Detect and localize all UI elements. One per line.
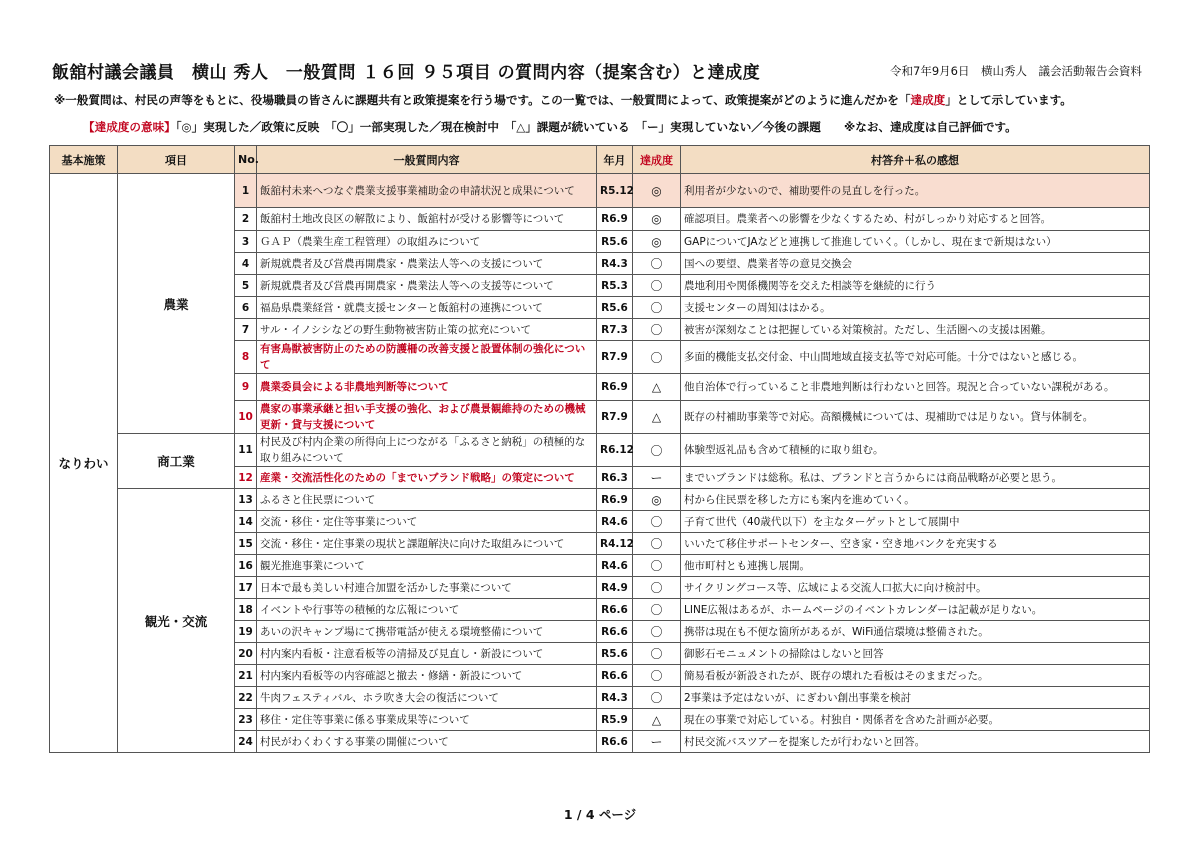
row-no: 15 xyxy=(235,533,257,555)
row-response: 既存の村補助事業等で対応。高額機械については、現補助では足りない。貸与体制を。 xyxy=(681,401,1150,434)
header-question: 一般質問内容 xyxy=(257,146,597,174)
row-no: 1 xyxy=(235,174,257,208)
row-date: R6.6 xyxy=(597,665,633,687)
row-achievement: ◎ xyxy=(633,174,681,208)
row-response: 他市町村とも連携し展開。 xyxy=(681,555,1150,577)
row-no: 8 xyxy=(235,341,257,374)
row-achievement: 〇 xyxy=(633,643,681,665)
intro-before: ※一般質問は、村民の声等をもとに、役場職員の皆さんに課題共有と政策提案を行う場です。この一覧では、一般質問によって、政策提案がどのように進んだかを「 xyxy=(54,93,911,107)
row-achievement: 〇 xyxy=(633,434,681,467)
page-number: 1 / 4 ページ xyxy=(563,807,637,822)
row-response: 現在の事業で対応している。村独自・関係者を含めた計画が必要。 xyxy=(681,709,1150,731)
policy-cell: なりわい xyxy=(50,174,118,753)
row-date: R5.6 xyxy=(597,643,633,665)
row-no: 14 xyxy=(235,511,257,533)
row-response: 農地利用や関係機関等を交えた相談等を継続的に行う xyxy=(681,275,1150,297)
row-date: R5.12 xyxy=(597,174,633,208)
row-date: R6.6 xyxy=(597,731,633,753)
row-response: までいブランドは総称。私は、ブランドと言うからには商品戦略が必要と思う。 xyxy=(681,467,1150,489)
row-no: 7 xyxy=(235,319,257,341)
row-no: 22 xyxy=(235,687,257,709)
row-no: 21 xyxy=(235,665,257,687)
row-question: 飯舘村土地改良区の解散により、飯舘村が受ける影響等について xyxy=(257,208,597,231)
row-no: 9 xyxy=(235,374,257,401)
row-achievement: △ xyxy=(633,709,681,731)
row-achievement: 〇 xyxy=(633,621,681,643)
row-achievement: 〇 xyxy=(633,297,681,319)
row-achievement: 〇 xyxy=(633,275,681,297)
row-no: 24 xyxy=(235,731,257,753)
row-question: 新規就農者及び営農再開農家・農業法人等への支援等について xyxy=(257,275,597,297)
row-response: いいたて移住サポートセンター、空き家・空き地バンクを充実する xyxy=(681,533,1150,555)
row-no: 19 xyxy=(235,621,257,643)
achievement-legend xyxy=(83,119,1017,135)
row-no: 2 xyxy=(235,208,257,231)
row-question: 交流・移住・定住事業の現状と課題解決に向けた取組みについて xyxy=(257,533,597,555)
row-question: 観光推進事業について xyxy=(257,555,597,577)
row-response: 携帯は現在も不便な箇所があるが、WiFi通信環境は整備された。 xyxy=(681,621,1150,643)
row-question: 農家の事業承継と担い手支援の強化、および農景観維持のための機械更新・貸与支援について xyxy=(257,401,597,434)
row-no: 16 xyxy=(235,555,257,577)
header-no: No. xyxy=(235,146,257,174)
row-response: 他自治体で行っていること非農地判断は行わないと回答。現況と合っていない課税がある。 xyxy=(681,374,1150,401)
row-achievement: 〇 xyxy=(633,555,681,577)
row-no: 4 xyxy=(235,253,257,275)
row-response: LINE広報はあるが、ホームページのイベントカレンダーは記載が足りない。 xyxy=(681,599,1150,621)
row-no: 20 xyxy=(235,643,257,665)
header-date: 年月 xyxy=(597,146,633,174)
row-achievement: △ xyxy=(633,374,681,401)
row-question: 日本で最も美しい村連合加盟を活かした事業について xyxy=(257,577,597,599)
row-question: 移住・定住等事業に係る事業成果等について xyxy=(257,709,597,731)
row-achievement: ー xyxy=(633,731,681,753)
row-date: R5.3 xyxy=(597,275,633,297)
row-date: R6.9 xyxy=(597,208,633,231)
row-no: 12 xyxy=(235,467,257,489)
row-question: 村民がわくわくする事業の開催について xyxy=(257,731,597,753)
row-response: 体験型返礼品も含めて積極的に取り組む。 xyxy=(681,434,1150,467)
row-question: イベントや行事等の積極的な広報について xyxy=(257,599,597,621)
row-question: 交流・移住・定住等事業について xyxy=(257,511,597,533)
row-date: R6.9 xyxy=(597,489,633,511)
intro-text xyxy=(54,92,1072,108)
table-row xyxy=(50,174,1150,208)
row-response: 村から住民票を移した方にも案内を進めていく。 xyxy=(681,489,1150,511)
row-response: サイクリングコース等、広域による交流人口拡大に向け検討中。 xyxy=(681,577,1150,599)
row-date: R4.9 xyxy=(597,577,633,599)
row-date: R5.6 xyxy=(597,231,633,253)
row-question: 飯舘村未来へつなぐ農業支援事業補助金の申請状況と成果について xyxy=(257,174,597,208)
row-question: 有害鳥獣被害防止のための防護柵の改善支援と設置体制の強化について xyxy=(257,341,597,374)
row-response: 簡易看板が新設されたが、既存の壊れた看板はそのままだった。 xyxy=(681,665,1150,687)
report-meta: 令和7年9月6日 横山秀人 議会活動報告会資料 xyxy=(890,64,1142,78)
row-date: R4.6 xyxy=(597,511,633,533)
row-date: R6.9 xyxy=(597,374,633,401)
row-no: 5 xyxy=(235,275,257,297)
category-agriculture: 農業 xyxy=(118,174,235,434)
row-no: 18 xyxy=(235,599,257,621)
row-date: R4.3 xyxy=(597,687,633,709)
header-category: 項目 xyxy=(118,146,235,174)
row-question: 牛肉フェスティバル、ホラ吹き大会の復活について xyxy=(257,687,597,709)
row-date: R4.3 xyxy=(597,253,633,275)
row-date: R6.6 xyxy=(597,621,633,643)
row-response: 利用者が少ないので、補助要件の見直しを行った。 xyxy=(681,174,1150,208)
intro-highlight: 達成度 xyxy=(910,93,946,107)
row-question: 福島県農業経営・就農支援センターと飯舘村の連携について xyxy=(257,297,597,319)
row-no: 13 xyxy=(235,489,257,511)
row-achievement: 〇 xyxy=(633,253,681,275)
row-response: 被害が深刻なことは把握している対策検討。ただし、生活圏への支援は困難。 xyxy=(681,319,1150,341)
row-no: 23 xyxy=(235,709,257,731)
header-response: 村答弁＋私の感想 xyxy=(681,146,1150,174)
row-achievement: 〇 xyxy=(633,341,681,374)
category-tourism: 観光・交流 xyxy=(118,489,235,753)
row-question: ふるさと住民票について xyxy=(257,489,597,511)
row-response: GAPについてJAなどと連携して推進していく。（しかし、現在まで新規はない） xyxy=(681,231,1150,253)
page-title: 飯舘村議会議員 横山 秀人 一般質問 １６回 ９５項目 の質問内容（提案含む）と達成度 xyxy=(52,63,761,83)
question-table xyxy=(49,145,1150,753)
row-achievement: 〇 xyxy=(633,687,681,709)
row-achievement: ー xyxy=(633,467,681,489)
row-question: 産業・交流活性化のための「までいブランド戦略」の策定について xyxy=(257,467,597,489)
row-response: 確認項目。農業者への影響を少なくするため、村がしっかり対応すると回答。 xyxy=(681,208,1150,231)
row-response: 国への要望、農業者等の意見交換会 xyxy=(681,253,1150,275)
row-response: 子育て世代（40歳代以下）を主なターゲットとして展開中 xyxy=(681,511,1150,533)
row-achievement: ◎ xyxy=(633,208,681,231)
table-body xyxy=(50,174,1150,753)
row-date: R6.3 xyxy=(597,467,633,489)
row-question: あいの沢キャンプ場にて携帯電話が使える環境整備について xyxy=(257,621,597,643)
row-achievement: 〇 xyxy=(633,319,681,341)
row-response: 2事業は予定はないが、にぎわい創出事業を検討 xyxy=(681,687,1150,709)
table-header-row xyxy=(50,146,1150,174)
row-date: R5.6 xyxy=(597,297,633,319)
intro-after: 」として示しています。 xyxy=(945,93,1072,107)
row-achievement: ◎ xyxy=(633,489,681,511)
row-date: R7.3 xyxy=(597,319,633,341)
row-question: 村民及び村内企業の所得向上につながる「ふるさと納税」の積極的な取り組みについて xyxy=(257,434,597,467)
row-date: R4.12 xyxy=(597,533,633,555)
row-question: 村内案内看板等の内容確認と撤去・修繕・新設について xyxy=(257,665,597,687)
row-no: 11 xyxy=(235,434,257,467)
row-response: 支援センターの周知ははかる。 xyxy=(681,297,1150,319)
row-question: サル・イノシシなどの野生動物被害防止策の拡充について xyxy=(257,319,597,341)
row-achievement: △ xyxy=(633,401,681,434)
row-date: R7.9 xyxy=(597,401,633,434)
row-date: R6.12 xyxy=(597,434,633,467)
legend-text: 「◎」実現した／政策に反映 「〇」一部実現した／現在検討中 「△」課題が続いている 「ー」実現していない／今後の課題 ※なお、達成度は自己評価です。 xyxy=(175,120,1017,134)
row-no: 17 xyxy=(235,577,257,599)
table-row xyxy=(50,434,1150,467)
row-date: R4.6 xyxy=(597,555,633,577)
header-achievement: 達成度 xyxy=(633,146,681,174)
row-response: 御影石モニュメントの掃除はしないと回答 xyxy=(681,643,1150,665)
row-response: 村民交流バスツアーを提案したが行わないと回答。 xyxy=(681,731,1150,753)
row-achievement: 〇 xyxy=(633,533,681,555)
row-date: R6.6 xyxy=(597,599,633,621)
row-question: 新規就農者及び営農再開農家・農業法人等への支援について xyxy=(257,253,597,275)
row-achievement: 〇 xyxy=(633,599,681,621)
row-question: 農業委員会による非農地判断等について xyxy=(257,374,597,401)
row-question: ＧＡＰ（農業生産工程管理）の取組みについて xyxy=(257,231,597,253)
row-date: R7.9 xyxy=(597,341,633,374)
row-achievement: 〇 xyxy=(633,665,681,687)
category-commerce: 商工業 xyxy=(118,434,235,489)
row-response: 多面的機能支払交付金、中山間地域直接支払等で対応可能。十分ではないと感じる。 xyxy=(681,341,1150,374)
row-no: 6 xyxy=(235,297,257,319)
legend-label: 【達成度の意味】 xyxy=(83,120,176,134)
row-achievement: 〇 xyxy=(633,577,681,599)
row-achievement: 〇 xyxy=(633,511,681,533)
row-date: R5.9 xyxy=(597,709,633,731)
table-row xyxy=(50,489,1150,511)
header-policy: 基本施策 xyxy=(50,146,118,174)
row-no: 10 xyxy=(235,401,257,434)
row-question: 村内案内看板・注意看板等の清掃及び見直し・新設について xyxy=(257,643,597,665)
row-achievement: ◎ xyxy=(633,231,681,253)
row-no: 3 xyxy=(235,231,257,253)
